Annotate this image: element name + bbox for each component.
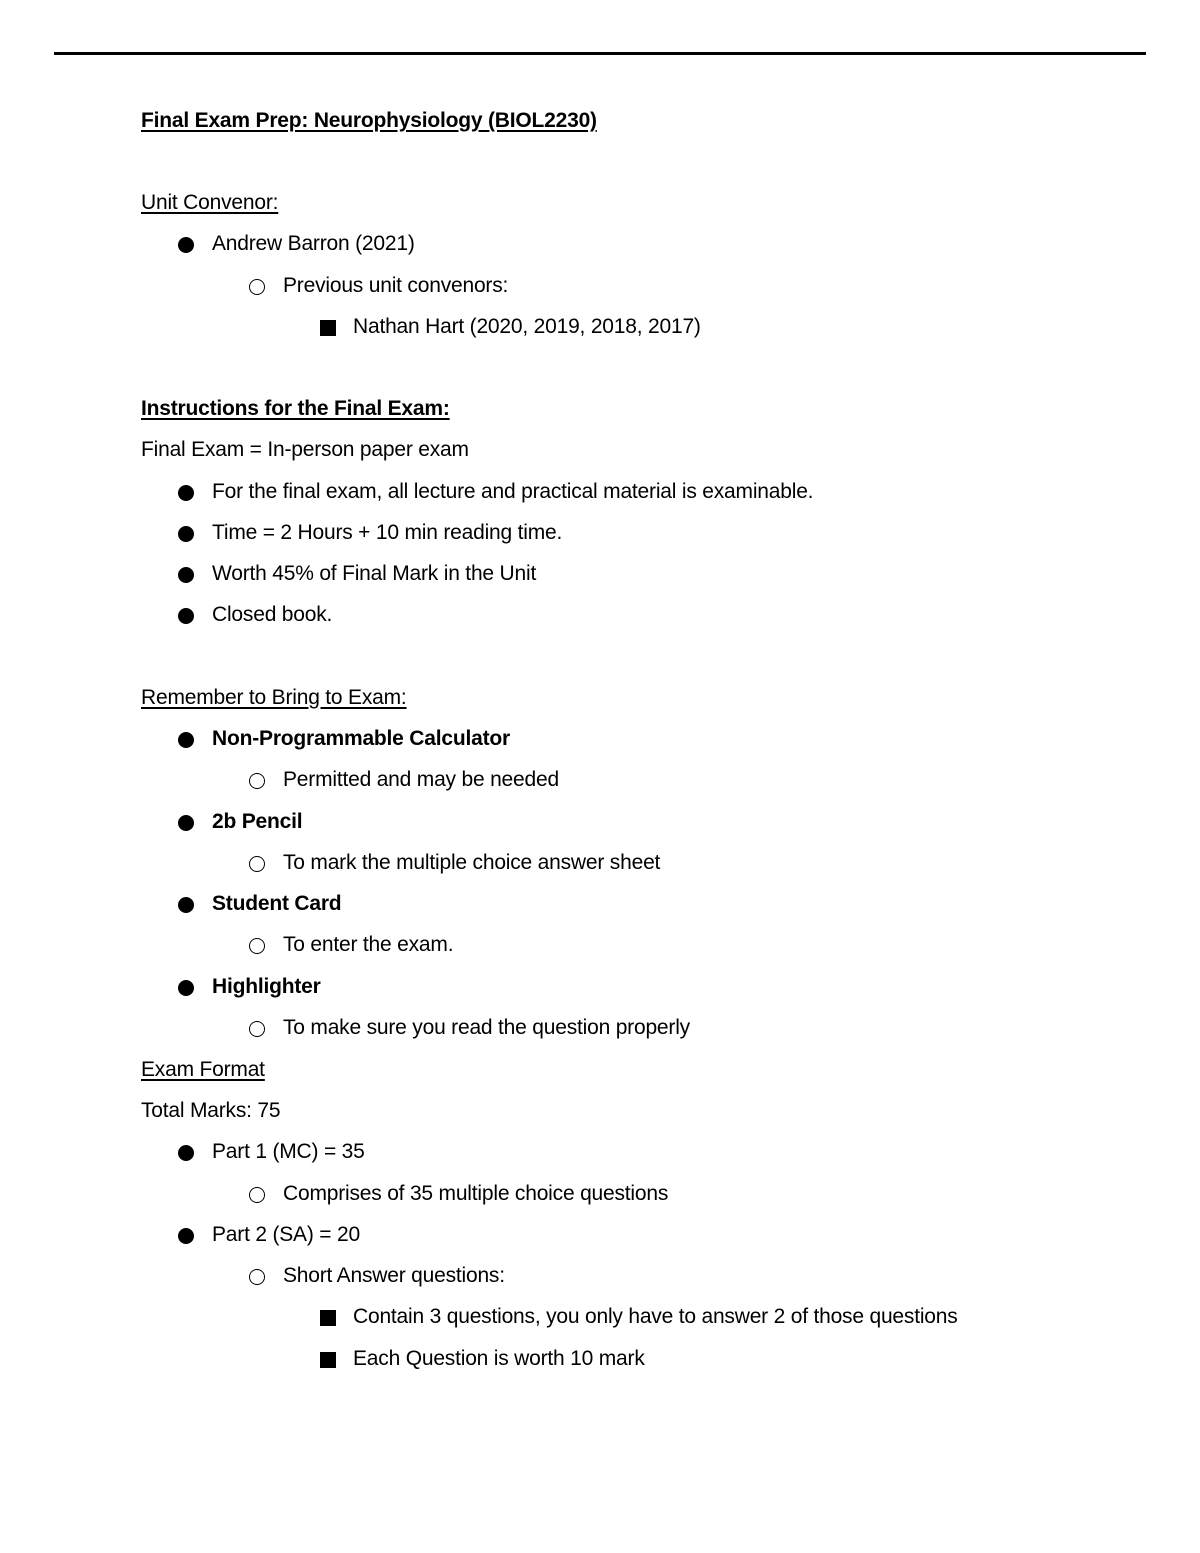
bullet-disc-icon xyxy=(178,1145,194,1161)
bring-item-note: To enter the exam. xyxy=(283,933,454,956)
bullet-circle-icon xyxy=(249,1269,265,1285)
bring-item-note: To mark the multiple choice answer sheet xyxy=(283,851,661,874)
bullet-square-icon xyxy=(320,320,336,336)
bring-item-label: Student Card xyxy=(212,892,342,915)
instructions-heading: Instructions for the Final Exam: xyxy=(141,397,450,420)
bullet-circle-icon xyxy=(249,773,265,789)
convenor-previous: Nathan Hart (2020, 2019, 2018, 2017) xyxy=(353,315,701,338)
document-title: Final Exam Prep: Neurophysiology (BIOL2230) xyxy=(141,109,597,132)
format-total: Total Marks: 75 xyxy=(141,1099,281,1122)
bullet-disc-icon xyxy=(178,608,194,624)
bullet-circle-icon xyxy=(249,279,265,295)
top-rule xyxy=(54,52,1146,55)
bullet-disc-icon xyxy=(178,1228,194,1244)
instruction-item: Closed book. xyxy=(212,603,333,626)
bullet-square-icon xyxy=(320,1310,336,1326)
format-heading: Exam Format xyxy=(141,1058,265,1081)
instruction-item: Worth 45% of Final Mark in the Unit xyxy=(212,562,537,585)
bullet-square-icon xyxy=(320,1352,336,1368)
convenor-heading: Unit Convenor: xyxy=(141,191,279,214)
bring-item-note: To make sure you read the question properly xyxy=(283,1016,690,1039)
bring-heading: Remember to Bring to Exam: xyxy=(141,686,407,709)
bullet-disc-icon xyxy=(178,815,194,831)
bullet-disc-icon xyxy=(178,485,194,501)
bullet-circle-icon xyxy=(249,938,265,954)
instruction-item: For the final exam, all lecture and practical material is examinable. xyxy=(212,480,814,503)
instructions-intro: Final Exam = In-person paper exam xyxy=(141,438,469,461)
format-part1-note: Comprises of 35 multiple choice questions xyxy=(283,1182,669,1205)
bullet-disc-icon xyxy=(178,526,194,542)
bullet-disc-icon xyxy=(178,980,194,996)
bullet-circle-icon xyxy=(249,1187,265,1203)
format-part2-detail: Contain 3 questions, you only have to answer 2 of those questions xyxy=(353,1305,958,1328)
format-part1: Part 1 (MC) = 35 xyxy=(212,1140,365,1163)
bullet-circle-icon xyxy=(249,856,265,872)
bring-item-label: 2b Pencil xyxy=(212,810,303,833)
bring-item-note: Permitted and may be needed xyxy=(283,768,559,791)
convenor-current: Andrew Barron (2021) xyxy=(212,232,415,255)
bullet-disc-icon xyxy=(178,732,194,748)
convenor-previous-label: Previous unit convenors: xyxy=(283,274,509,297)
bullet-disc-icon xyxy=(178,567,194,583)
bullet-disc-icon xyxy=(178,237,194,253)
instruction-item: Time = 2 Hours + 10 min reading time. xyxy=(212,521,563,544)
bullet-disc-icon xyxy=(178,897,194,913)
format-part2-detail: Each Question is worth 10 mark xyxy=(353,1347,645,1370)
bullet-circle-icon xyxy=(249,1021,265,1037)
format-part2-note: Short Answer questions: xyxy=(283,1264,505,1287)
bring-item-label: Highlighter xyxy=(212,975,321,998)
format-part2: Part 2 (SA) = 20 xyxy=(212,1223,360,1246)
bring-item-label: Non-Programmable Calculator xyxy=(212,727,510,750)
